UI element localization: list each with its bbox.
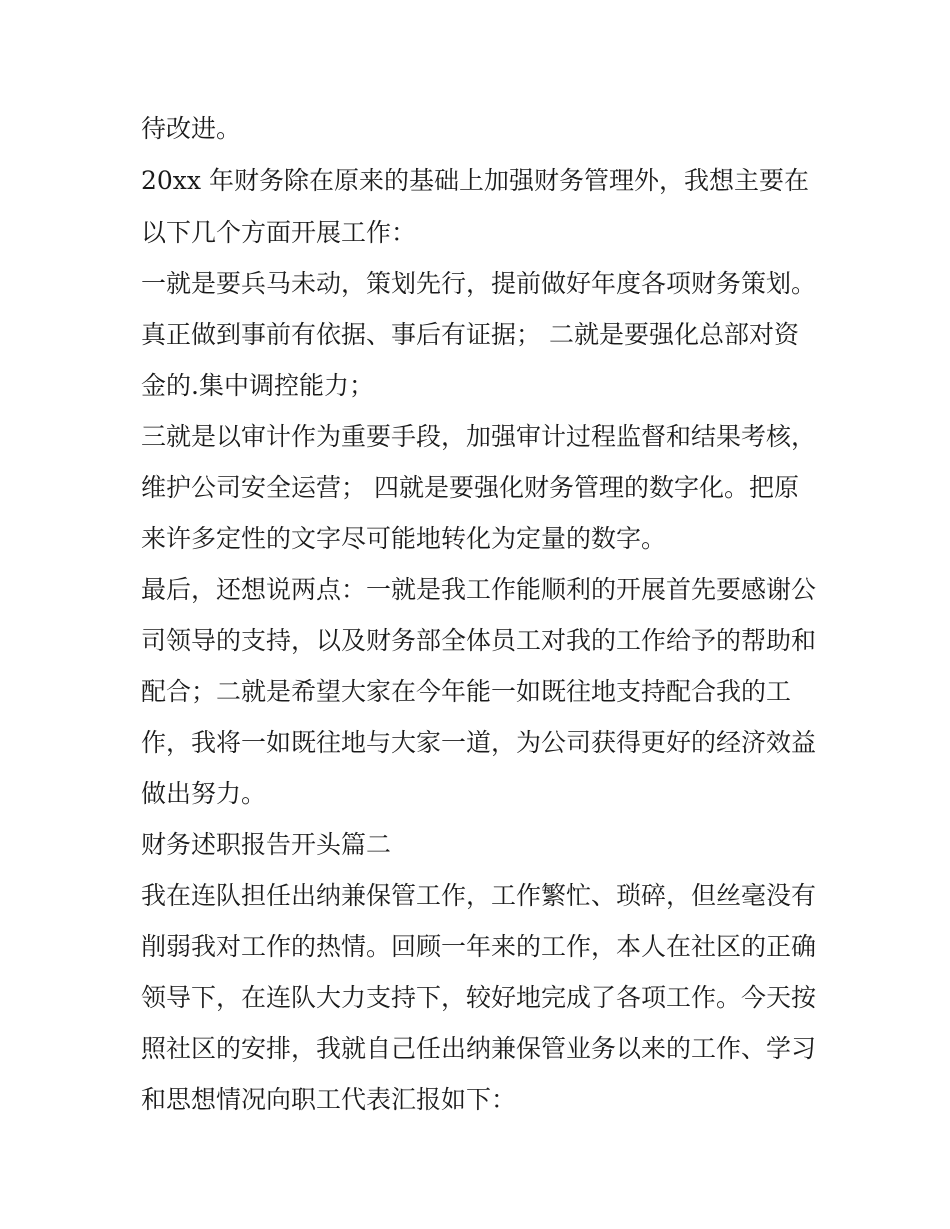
text-line: 待改进。: [141, 114, 242, 143]
text-line: 三就是以审计作为重要手段，加强审计过程监督和结果考核，: [141, 422, 817, 451]
text-line: 20xx 年财务除在原来的基础上加强财务管理外，我想主要在: [141, 166, 809, 195]
section-heading: 财务述职报告开头篇二: [141, 830, 392, 859]
text-line: 司领导的支持，以及财务部全体员工对我的工作给予的帮助和: [141, 626, 817, 655]
text-line: 和思想情况向职工代表汇报如下：: [141, 1085, 517, 1114]
text-line: 削弱我对工作的热情。回顾一年来的工作，本人在社区的正确: [141, 932, 817, 961]
text-line: 领导下，在连队大力支持下，较好地完成了各项工作。今天按: [141, 983, 817, 1012]
text-line: 维护公司安全运营； 四就是要强化财务管理的数字化。把原: [141, 473, 799, 502]
text-line: 最后，还想说两点：一就是我工作能顺利的开展首先要感谢公: [141, 575, 817, 604]
text-line: 我在连队担任出纳兼保管工作，工作繁忙、琐碎，但丝毫没有: [141, 881, 817, 910]
text-line: 做出努力。: [141, 779, 267, 808]
text-line: 来许多定性的文字尽可能地转化为定量的数字。: [141, 524, 667, 553]
text-line: 一就是要兵马未动，策划先行，提前做好年度各项财务策划。: [141, 269, 817, 298]
text-line: 真正做到事前有依据、事后有证据； 二就是要强化总部对资: [141, 320, 799, 349]
text-line: 照社区的安排，我就自己任出纳兼保管业务以来的工作、学习: [141, 1034, 817, 1063]
text-line: 作，我将一如既往地与大家一道，为公司获得更好的经济效益: [141, 728, 817, 757]
text-line: 配合；二就是希望大家在今年能一如既往地支持配合我的工: [141, 677, 792, 706]
text-line: 金的.集中调控能力；: [141, 371, 374, 400]
text-line: 以下几个方面开展工作：: [141, 218, 417, 247]
